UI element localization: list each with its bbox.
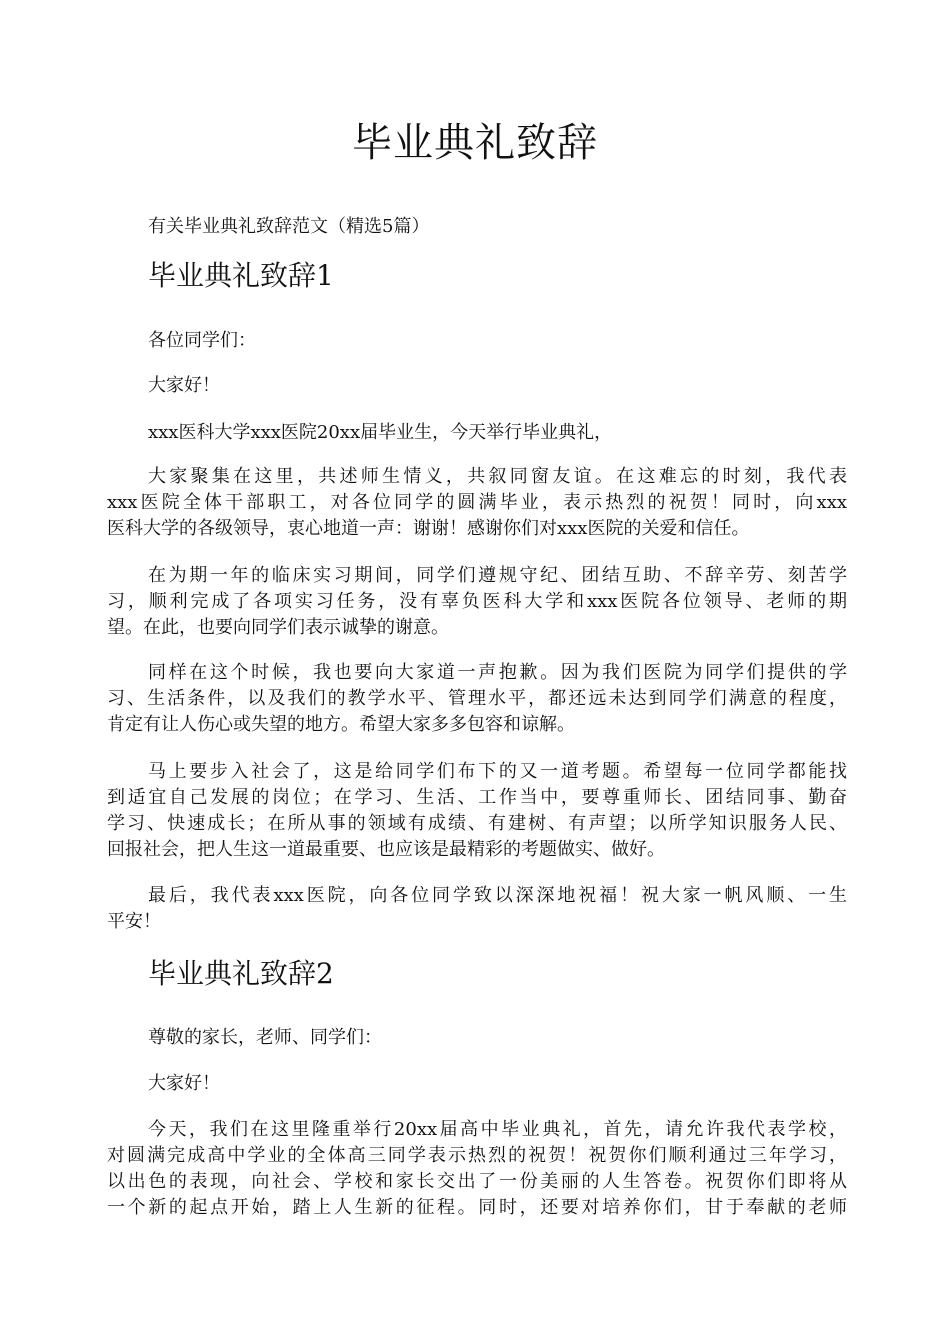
paragraph-line: 习，顺利完成了各项实习任务，没有辜负医科大学和xxx医院各位领导、老师的期: [107, 591, 847, 612]
paragraph-line: 一个新的起点开始，踏上人生新的征程。同时，还要对培养你们，甘于奉献的老师: [107, 1197, 847, 1218]
paragraph-line: 对圆满完成高中学业的全体高三同学表示热烈的祝贺！祝贺你们顺利通过三年学习，: [107, 1145, 847, 1166]
paragraph-line: 最后，我代表xxx医院，向各位同学致以深深地祝福！祝大家一帆风顺、一生: [148, 885, 847, 906]
paragraph-line: 医科大学的各级领导，衷心地道一声：谢谢！感谢你们对xxx医院的关爱和信任。: [107, 518, 750, 539]
document-subtitle: 有关毕业典礼致辞范文（精选5篇）: [148, 216, 430, 237]
paragraph-line: 在为期一年的临床实习期间，同学们遵规守纪、团结互助、不辞辛劳、刻苦学: [148, 565, 847, 586]
paragraph-line: 同样在这个时候，我也要向大家道一声抱歉。因为我们医院为同学们提供的学: [148, 662, 847, 683]
paragraph-line: 以出色的表现，向社会、学校和家长交出了一份美丽的人生答卷。祝贺你们即将从: [107, 1171, 847, 1192]
section-heading-2: 毕业典礼致辞2: [148, 957, 334, 990]
paragraph-line: 今天，我们在这里隆重举行20xx届高中毕业典礼，首先，请允许我代表学校，: [148, 1119, 847, 1140]
section-2-greeting: 大家好！: [148, 1073, 220, 1094]
section-2-salutation: 尊敬的家长，老师、同学们：: [148, 1027, 382, 1048]
paragraph-line: 肯定有让人伤心或失望的地方。希望大家多多包容和谅解。: [107, 714, 575, 735]
paragraph-line: 望。在此，也要向同学们表示诚挚的谢意。: [107, 617, 449, 638]
paragraph-line: xxx医院全体干部职工，对各位同学的圆满毕业，表示热烈的祝贺！同时，向xxx: [107, 492, 847, 513]
paragraph-line: 大家聚集在这里，共述师生情义，共叙同窗友谊。在这难忘的时刻，我代表: [148, 466, 847, 487]
document-title: 毕业典礼致辞: [352, 120, 598, 166]
paragraph-line: xxx医科大学xxx医院20xx届毕业生，今天举行毕业典礼，: [148, 422, 613, 443]
paragraph-line: 平安！: [107, 911, 161, 932]
paragraph-line: 回报社会，把人生这一道最重要、也应该是最精彩的考题做实、做好。: [107, 839, 665, 860]
section-heading-1: 毕业典礼致辞1: [148, 259, 334, 292]
paragraph-line: 马上要步入社会了，这是给同学们布下的又一道考题。希望每一位同学都能找: [148, 761, 847, 782]
paragraph-line: 到适宜自己发展的岗位；在学习、生活、工作当中，要尊重师长、团结同事、勤奋: [107, 787, 847, 808]
section-1-salutation: 各位同学们：: [148, 330, 256, 351]
paragraph-line: 学习、快速成长；在所从事的领域有成绩、有建树、有声望；以所学知识服务人民、: [107, 813, 847, 834]
paragraph-line: 习、生活条件，以及我们的教学水平、管理水平，都还远未达到同学们满意的程度，: [107, 688, 847, 709]
section-1-greeting: 大家好！: [148, 375, 220, 396]
